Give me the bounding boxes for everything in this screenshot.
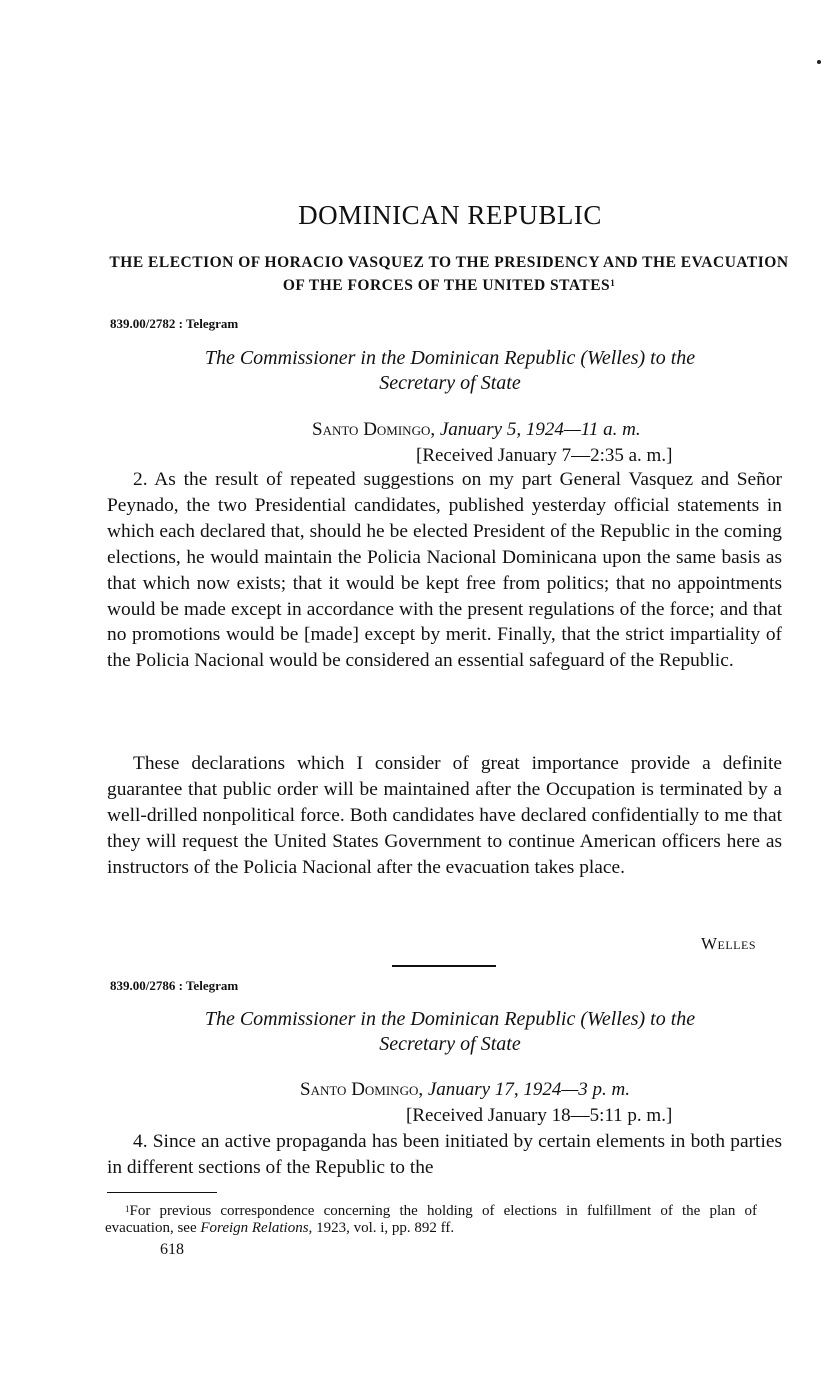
body-paragraph: These declarations which I consider of great importance provide a definite guarantee that public order will be maintained after the Occupation is terminated by a well-drilled nonpolitical force. Both candidates have declared confidentially to me that they will request the United States Government to continue American officers here as instructors of the Policia Nacional after the evacuation takes place.: [107, 753, 782, 878]
footnote: [105, 1203, 757, 1237]
heading-line: The Commissioner in the Dominican Republic (Welles) to the: [204, 1008, 696, 1030]
footnote-citation: 1923, vol. i, pp. 892 ff.: [316, 1220, 455, 1236]
subtitle-text: THE ELECTION OF HORACIO VASQUEZ TO THE PRESIDENCY AND THE EVACUATION OF THE FORCES OF THE UNITED STATES: [109, 254, 789, 294]
signature: Welles: [700, 934, 756, 953]
body-paragraph: 2. As the result of repeated suggestions on my part General Vasquez and Señor Peynado, the two Presidential candidates, published yesterday official statements in which each declared that, should he be elected President of the Republic in the coming elections, he would maintain the Policia Nacional Dominicana upon the same basis as that which now exists; that it would be kept free from politics; that no appointments would be made except in accordance with the present regulations of the force; and that no promotions would be [made] except by merit. Finally, that the strict impartiality of the Policia Nacional would be considered an essential safeguard of the Republic.: [107, 469, 782, 672]
section-divider: [392, 965, 496, 967]
footnote-text: For previous correspondence concerning the holding of elections in fulfillment of the plan of evacuation, see: [105, 1203, 757, 1236]
dateline: [300, 1079, 630, 1101]
footnote-divider: [107, 1192, 217, 1193]
body-paragraph: 4. Since an active propaganda has been initiated by certain elements in both parties in different sections of the Republic to the: [107, 1131, 782, 1178]
telegram-heading: [120, 346, 780, 396]
footnote-source: Foreign Relations,: [200, 1220, 313, 1236]
heading-line: Secretary of State: [379, 1033, 521, 1055]
heading-line: The Commissioner in the Dominican Republic (Welles) to the: [204, 347, 696, 369]
page-title: DOMINICAN REPUBLIC: [298, 200, 602, 230]
file-reference: 839.00/2782 : Telegram: [110, 316, 239, 331]
section-subtitle: [108, 251, 790, 297]
dateline-date: January 17, 1924—3 p. m.: [427, 1079, 630, 1100]
file-reference: 839.00/2786 : Telegram: [110, 978, 239, 993]
stray-mark: [817, 60, 821, 64]
footnote-marker: 1: [125, 1204, 130, 1214]
received-note: [Received January 18—5:11 p. m.]: [406, 1105, 673, 1126]
dateline-date: January 5, 1924—11 a. m.: [439, 419, 641, 440]
received-note: [Received January 7—2:35 a. m.]: [416, 445, 673, 466]
heading-line: Secretary of State: [379, 372, 521, 394]
page-number: 618: [160, 1241, 184, 1258]
dateline: [312, 419, 641, 441]
dateline-place: Santo Domingo,: [300, 1079, 424, 1100]
dateline-place: Santo Domingo,: [312, 419, 436, 440]
footnote-reference: 1: [610, 278, 616, 288]
telegram-heading: [120, 1007, 780, 1057]
